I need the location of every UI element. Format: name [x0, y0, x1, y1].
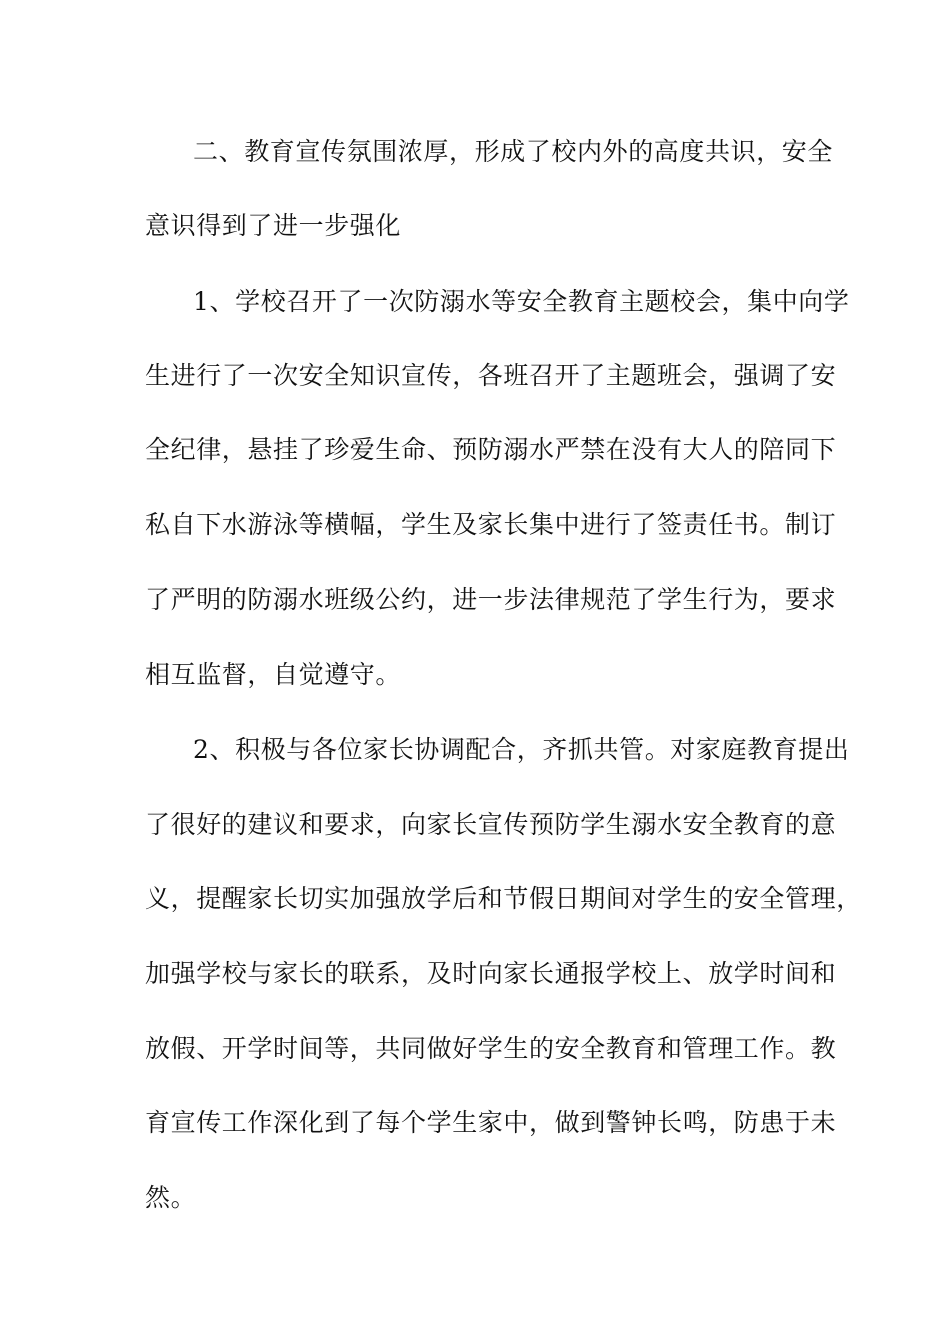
- paragraph-2-line-3: 义，提醒家长切实加强放学后和节假日期间对学生的安全管理，: [145, 884, 862, 913]
- paragraph-1-line-5: 了严明的防溺水班级公约，进一步法律规范了学生行为，要求: [145, 585, 837, 614]
- paragraph-1-line-4: 私自下水游泳等横幅，学生及家长集中进行了签责任书。制订: [145, 510, 837, 539]
- section-heading-line-2: 意识得到了进一步强化: [145, 211, 402, 240]
- paragraph-2-line-4: 加强学校与家长的联系，及时向家长通报学校上、放学时间和: [145, 959, 837, 988]
- paragraph-1-line-6: 相互监督，自觉遵守。: [145, 660, 402, 689]
- paragraph-1-line-3: 全纪律，悬挂了珍爱生命、预防溺水严禁在没有大人的陪同下: [145, 435, 837, 464]
- paragraph-2-line-6: 育宣传工作深化到了每个学生家中，做到警钟长鸣，防患于未: [145, 1108, 837, 1137]
- paragraph-2-line-5: 放假、开学时间等，共同做好学生的安全教育和管理工作。教: [145, 1034, 837, 1063]
- section-heading-line-1: 二、教育宣传氛围浓厚，形成了校内外的高度共识，安全: [193, 137, 834, 166]
- paragraph-1-line-1: 1、学校召开了一次防溺水等安全教育主题校会，集中向学: [193, 287, 850, 316]
- paragraph-2-line-7: 然。: [145, 1183, 197, 1212]
- paragraph-2-line-2: 了很好的建议和要求，向家长宣传预防学生溺水安全教育的意: [145, 810, 837, 839]
- paragraph-1-line-2: 生进行了一次安全知识宣传，各班召开了主题班会，强调了安: [145, 361, 837, 390]
- paragraph-2-line-1: 2、积极与各位家长协调配合，齐抓共管。对家庭教育提出: [193, 735, 850, 764]
